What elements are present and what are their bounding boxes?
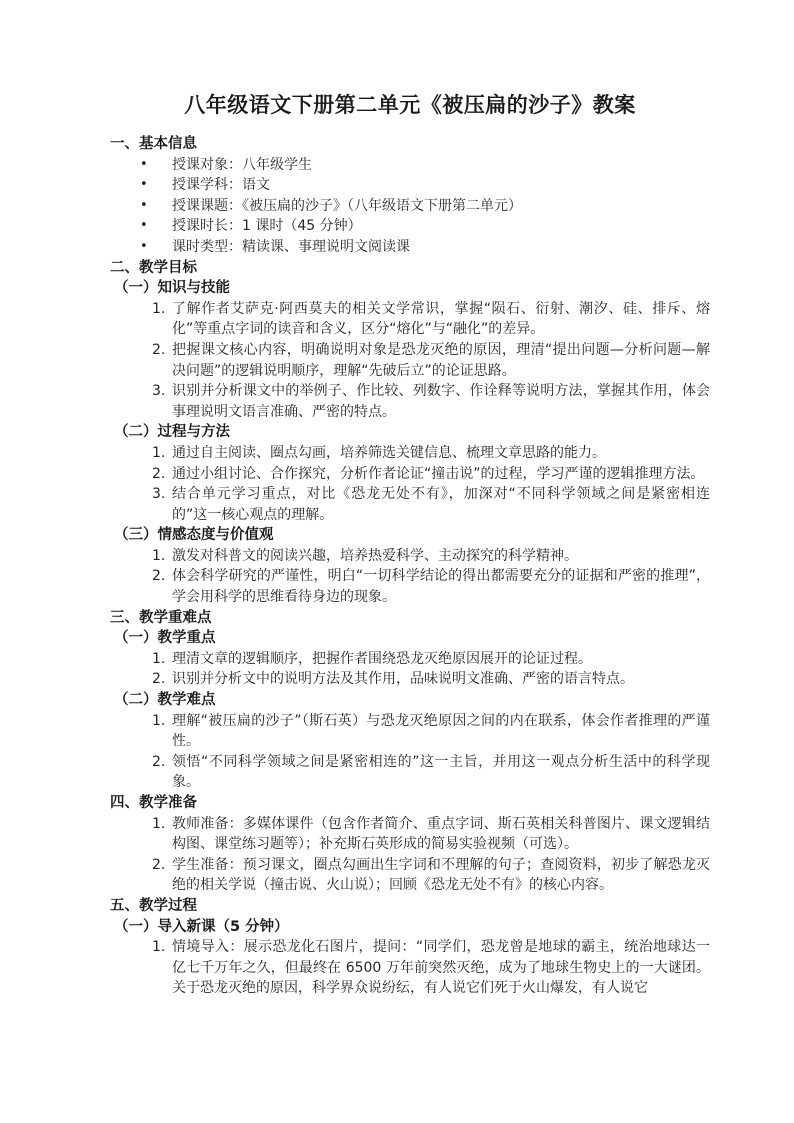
subsection-heading: （二）教学难点: [114, 692, 216, 709]
item-number: 1.: [152, 300, 166, 317]
numbered-list-item: [110, 649, 710, 670]
item-number: 1.: [152, 547, 166, 564]
item-text: 授课课题：《被压扁的沙子》（八年级语文下册第二单元）: [172, 197, 522, 214]
numbered-list-item: [110, 752, 710, 793]
bullet-icon: •: [140, 238, 148, 254]
item-text: 教师准备：多媒体课件（包含作者简介、重点字词、斯石英相关科普图片、课文逻辑结构图、课堂练习题等）；补充斯石英形成的简易实验视频（可选）。: [172, 815, 710, 853]
item-number: 1.: [152, 939, 166, 956]
item-number: 1.: [152, 650, 166, 667]
item-text: 把握课文核心内容，明确说明对象是恐龙灭绝的原因，理清“提出问题—分析问题—解决问题”的逻辑说明顺序，理解“先破后立”的论证思路。: [172, 341, 710, 379]
item-text: 领悟“不同科学领域之间是紧密相连的”这一主旨，并用这一观点分析生活中的科学现象。: [172, 753, 710, 791]
bullet-list-item: [110, 196, 710, 217]
item-text: 理清文章的逻辑顺序，把握作者围绕恐龙灭绝原因展开的论证过程。: [172, 650, 592, 667]
numbered-list-item: [110, 546, 710, 567]
section-heading: 一、基本信息: [110, 136, 197, 152]
bullet-icon: •: [140, 177, 148, 193]
item-text: 结合单元学习重点，对比《恐龙无处不有》，加深对“不同科学领域之间是紧密相连的”这一核心观点的理解。: [172, 486, 710, 523]
item-number: 3.: [152, 486, 166, 503]
item-text: 理解“被压扁的沙子”（斯石英）与恐龙灭绝原因之间的内在联系，体会作者推理的严谨性。: [172, 712, 710, 750]
numbered-list-item: [110, 711, 710, 752]
bullet-list-item: [110, 237, 710, 258]
item-number: 3.: [152, 383, 166, 400]
numbered-list-item: [110, 443, 710, 464]
item-number: 2.: [152, 856, 166, 873]
bullet-icon: •: [140, 218, 148, 234]
item-text: 通过自主阅读、圈点勾画，培养筛选关键信息、梳理文章思路的能力。: [172, 444, 606, 461]
item-text: 识别并分析文中的说明方法及其作用，品味说明文准确、严密的语言特点。: [172, 671, 634, 688]
item-text: 体会科学研究的严谨性，明白“一切科学结论的得出都需要充分的证据和严密的推理”，学会用科学的思维看待身边的现象。: [172, 568, 710, 606]
item-number: 2.: [152, 753, 166, 770]
section-heading: 四、教学准备: [110, 795, 197, 811]
numbered-list-item: [110, 340, 710, 381]
item-text: 课时类型：精读课、事理说明文阅读课: [172, 238, 410, 255]
item-number: 1.: [152, 712, 166, 729]
item-text: 通过小组讨论、合作探究，分析作者论证“撞击说”的过程，学习严谨的逻辑推理方法。: [172, 465, 705, 482]
numbered-list-item: [110, 484, 710, 525]
bullet-list-item: [110, 216, 710, 237]
item-text: 学生准备：预习课文，圈点勾画出生字词和不理解的句子；查阅资料，初步了解恐龙灭绝的相关学说（撞击说、火山说）；回顾《恐龙无处不有》的核心内容。: [172, 856, 710, 894]
document-body: [110, 134, 710, 999]
item-text: 授课对象：八年级学生: [172, 156, 312, 173]
section-heading: 二、教学目标: [110, 259, 197, 276]
item-number: 1.: [152, 815, 166, 832]
numbered-list-item: [110, 669, 710, 690]
item-text: 激发对科普文的阅读兴趣，培养热爱科学、主动探究的科学精神。: [172, 547, 578, 564]
item-text: 授课时长：1 课时（45 分钟）: [172, 218, 362, 235]
item-number: 2.: [152, 671, 166, 688]
item-number: 1.: [152, 444, 166, 461]
subsection-heading: （一）教学重点: [114, 630, 216, 647]
numbered-list-item: [110, 814, 710, 855]
section-heading: 三、教学重难点: [110, 609, 212, 626]
item-number: 2.: [152, 341, 166, 358]
bullet-icon: •: [140, 156, 148, 172]
item-text: 了解作者艾萨克·阿西莫夫的相关文学常识，掌握“陨石、衍射、潮汐、硅、排斥、熔化”等重点字词的读音和含义，区分“熔化”与“融化”的差异。: [172, 300, 710, 338]
subsection-heading: （二）过程与方法: [114, 424, 230, 441]
numbered-list-item: [110, 464, 710, 485]
item-text: 识别并分析课文中的举例子、作比较、列数字、作诠释等说明方法，掌握其作用，体会事理说明文语言准确、严密的特点。: [172, 383, 710, 420]
numbered-list-item: [110, 299, 710, 340]
bullet-icon: •: [140, 197, 148, 213]
item-text: 授课学科：语文: [172, 177, 270, 194]
item-text: 情境导入：展示恐龙化石图片，提问：“同学们，恐龙曾是地球的霸主，统治地球达一亿七千万年之久，但最终在 6500 万年前突然灭绝，成为了地球生物史上的一大谜团。关于恐龙灭绝的原因，科学界众说纷纭，有人说它们死于火山爆发，有人说它: [172, 939, 710, 997]
document-title: 八年级语文下册第二单元《被压扁的沙子》教案: [184, 93, 636, 117]
item-number: 2.: [152, 568, 166, 585]
numbered-list-item: [110, 855, 710, 896]
subsection-heading: （一）知识与技能: [114, 280, 230, 297]
numbered-list-item: [110, 937, 710, 999]
item-number: 2.: [152, 465, 166, 482]
numbered-list-item: [110, 381, 710, 422]
numbered-list-item: [110, 566, 710, 607]
section-heading: 五、教学过程: [110, 897, 197, 914]
subsection-heading: （三）情感态度与价值观: [114, 527, 274, 544]
bullet-list-item: [110, 175, 710, 196]
subsection-heading: （一）导入新课（5 分钟）: [114, 918, 289, 935]
bullet-list-item: [110, 155, 710, 176]
